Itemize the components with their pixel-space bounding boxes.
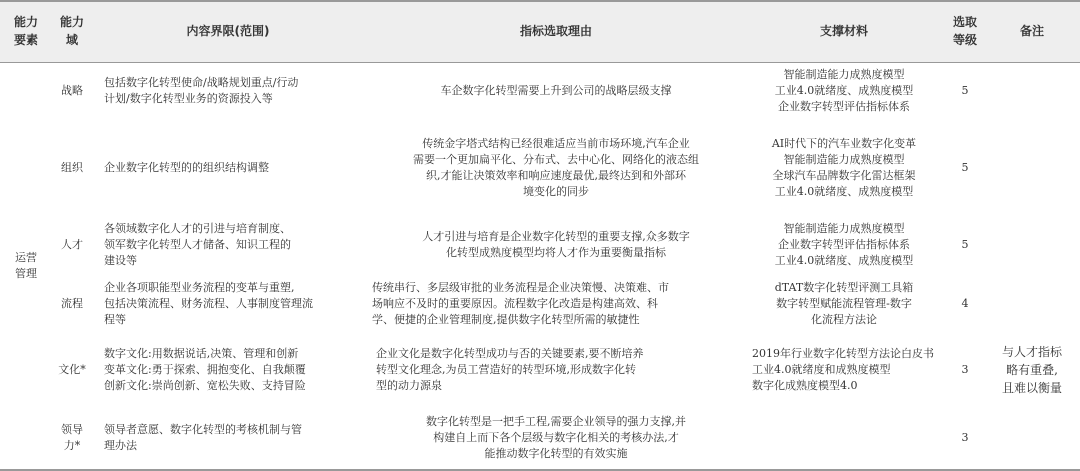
row-4-material: dTAT数字化转型评测工具箱 数字转型赋能流程管理-数字 化流程方法论 [774, 281, 914, 326]
row-2-level: 5 [961, 161, 969, 174]
row-4-level: 4 [961, 297, 969, 310]
row-1-level: 5 [961, 84, 969, 97]
row-2-material: AI时代下的汽车业数字化变革 智能制造能力成熟度模型 全球汽车品牌数字化雷达框架 工业4.0就绪度、成熟度模型 [771, 137, 917, 198]
row-1-scope: 包括数字化转型使命/战略规划重点/行动 计划/数字化转型业务的资源投入等 [104, 76, 299, 105]
header-level: 选取 等级 [952, 15, 977, 47]
header-element: 能力 要素 [13, 15, 38, 47]
row-5-material: 2019年行业数字化转型方法论白皮书 工业4.0就绪度和成熟度模型 数字化成熟度模型4.0 [752, 347, 934, 392]
header-reason: 指标选取理由 [519, 24, 592, 38]
row-4-reason: 传统串行、多层级审批的业务流程是企业决策慢、决策难、市 场响应不及时的重要原因。流程数字化改造是构建高效、科 学、便捷的企业管理制度,提供数字化转型所需的敏捷性 [372, 281, 669, 326]
row-6-note [990, 406, 1074, 469]
row-4-scope: 企业各项职能型业务流程的变革与重塑, 包括决策流程、财务流程、人事制度管理流 程等 [104, 281, 313, 326]
row-5-scope: 数字文化:用数据说话,决策、管理和创新 变革文化:勇于探索、拥抱变化、自我颠覆 创新文化:崇尚创新、宽松失败、支持冒险 [104, 347, 306, 392]
row-4-note [990, 274, 1074, 334]
row-6-material [748, 406, 940, 469]
row-2-note [990, 120, 1074, 216]
row-1-domain: 战略 [61, 84, 83, 97]
row-3-level: 5 [961, 238, 969, 251]
row-2-reason: 传统金字塔式结构已经很难适应当前市场环境,汽车企业 需要一个更加扁平化、分布式、去中心化、网络化的液态组 织,才能让决策效率和响应速度最优,最终达到和外部环 境变化的同步 [413, 137, 699, 198]
row-1-note [990, 62, 1074, 120]
row-2-scope: 企业数字化转型的的组织结构调整 [104, 161, 269, 174]
row-5-reason: 企业文化是数字化转型成功与否的关键要素,要不断培养 转型文化理念,为员工营造好的转型环境,形成数字化转 型的动力源泉 [376, 347, 644, 392]
row-6-scope: 领导者意愿、数字化转型的考核机制与管 理办法 [104, 422, 302, 452]
row-1-material: 智能制造能力成熟度模型 工业4.0就绪度、成熟度模型 企业数字转型评估指标体系 [774, 68, 914, 113]
row-6-reason: 数字化转型是一把手工程,需要企业领导的强力支撑,并 构建自上而下各个层级与数字化相关的考核办法,才 能推动数字化转型的有效实施 [426, 414, 686, 460]
row-2-domain: 组织 [61, 161, 83, 174]
row-5-level: 3 [961, 363, 969, 376]
row-1-reason: 车企数字化转型需要上升到公司的战略层级支撑 [440, 84, 672, 97]
row-6-domain: 领导 力* [61, 422, 83, 452]
row-3-note [990, 216, 1074, 274]
element-label: 运营 管理 [15, 250, 37, 280]
row-5-domain: 文化* [58, 363, 86, 376]
row-3-material: 智能制造能力成熟度模型 企业数字转型评估指标体系 工业4.0就绪度、成熟度模型 [774, 222, 914, 267]
row-3-reason: 人才引进与培育是企业数字化转型的重要支撑,众多数字 化转型成熟度模型均将人才作为重要衡量指标 [422, 230, 690, 259]
header-note: 备注 [1019, 24, 1044, 38]
header-domain: 能力 域 [59, 15, 84, 47]
row-3-scope: 各领域数字化人才的引进与培育制度、 领军数字化转型人才储备、知识工程的 建设等 [104, 222, 291, 267]
header-material: 支撑材料 [819, 24, 868, 38]
row-4-domain: 流程 [61, 297, 83, 310]
row-6-level: 3 [961, 430, 969, 444]
header-scope: 内容界限(范围) [186, 24, 270, 38]
row-5-note: 与人才指标 略有重叠, 且难以衡量 [1001, 345, 1062, 395]
row-3-domain: 人才 [61, 238, 83, 251]
